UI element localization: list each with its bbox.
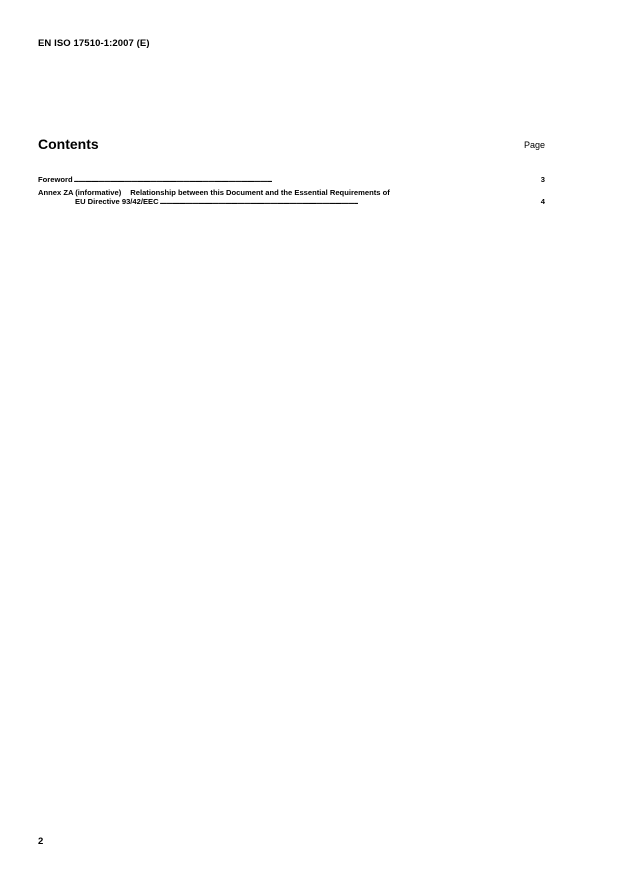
toc-entry-page: 4 [540,197,545,207]
toc-entry-page: 3 [540,175,545,184]
page-number: 2 [38,836,44,847]
document-id-header: EN ISO 17510-1:2007 (E) [38,38,150,49]
toc-line [38,188,545,197]
toc-entry-label-continuation: EU Directive 93/42/EEC [75,197,159,207]
toc-entry-label: Relationship between this Document and the Essential Requirements of [130,188,390,198]
toc-entry-label-prefix: Annex ZA (informative) [38,188,122,198]
toc-entry-foreword[interactable] [38,175,545,184]
contents-title: Contents [38,136,99,152]
contents-heading-row [38,136,545,154]
toc-line-continuation [38,197,545,206]
page-column-label: Page [523,140,545,150]
dot-leader [160,197,540,206]
toc-entry-annex-za[interactable] [38,188,545,206]
toc-line [38,175,545,184]
dot-leader [74,175,540,184]
table-of-contents [38,175,545,207]
toc-entry-label: Foreword [38,175,73,184]
